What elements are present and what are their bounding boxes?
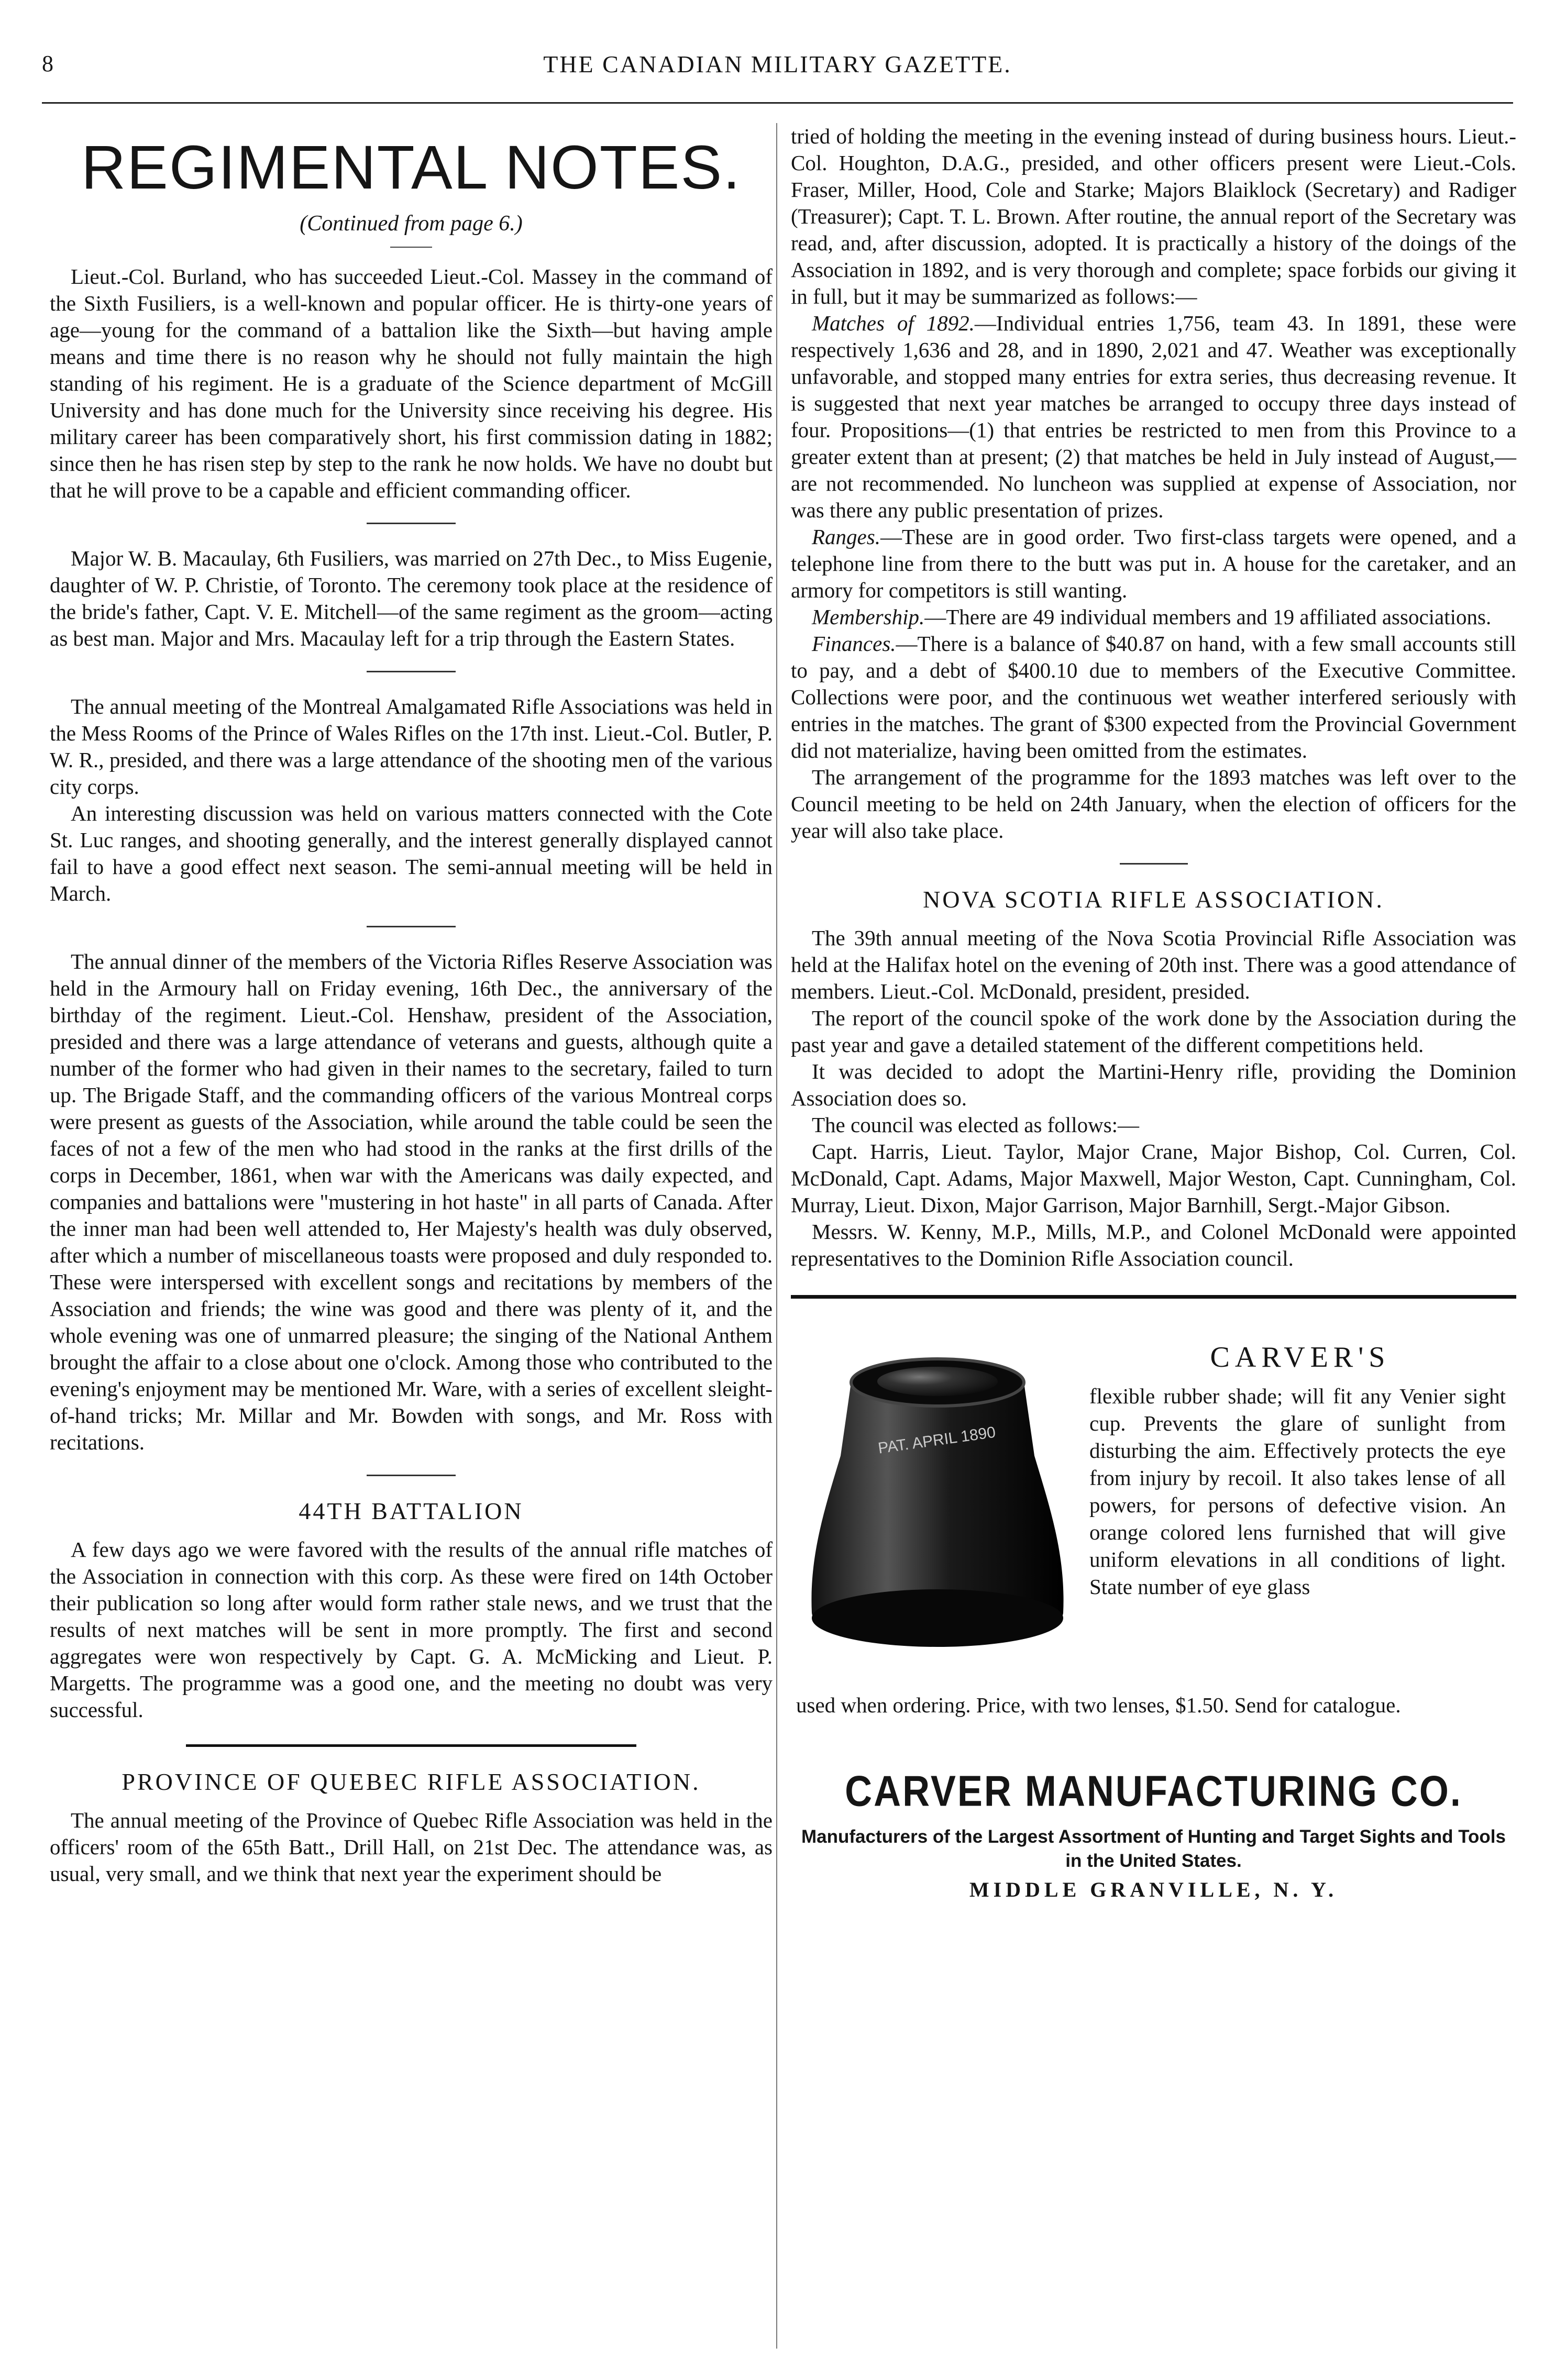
left-column — [50, 123, 773, 1887]
separator — [367, 671, 456, 672]
rubber-sight-shade-image — [804, 1335, 1071, 1670]
paragraph-montreal-meeting: The annual meeting of the Montreal Amalgamated Rifle Associations was held in the Mess Rooms of the Prince of Wales Rifles on the 17th inst. Lieut.-Col. Butler, P. W. R., presided, and there was a large attendance of the shooting men of the various city corps. — [50, 694, 773, 799]
advertisement-description: flexible rubber shade; will fit any Venier sight cup. Prevents the glare of sunlight from disturbing the aim. Effectively protects the eye from injury by recoil. It also takes lense of all powers, for persons of defective vision. An orange colored lens furnished that will give uniform elevations in all conditions of light. State number of eye glass — [1089, 1384, 1506, 1599]
paragraph-victoria-rifles: The annual dinner of the members of the Victoria Rifles Reserve Association was held in the Armoury hall on Friday evening, 16th Dec., the anniversary of the birthday of the regiment. Lieut.-Col. Henshaw, president of the Association, presided and there was a large attendance of veterans and guests, although quite a number of the former who had given in their names to the secretary, failed to turn up. The Brigade Staff, and the commanding officers of the various Montreal corps were present as guests of the Association, while around the table could be seen the faces of not a few of the men who had stood in the ranks at the first drills of the corps in December, 1861, when war with the Americans was daily expected, and companies and battalions were "mustering in hot haste" in all parts of Canada. After the inner man had been well attended to, Her Majesty's health was duly observed, after which a number of miscellaneous toasts were proposed and duly responded to. These were interspersed with excellent songs and recitations by members of the Association and friends; the wine was good and there was plenty of it, and the whole evening was one of unmarred pleasure; the singing of the National Anthem brought the affair to a close about one o'clock. Among those who contributed to the evening's enjoyment may be mentioned Mr. Ware, with a series of excellent sleight-of-hand tricks; Mr. Millar and Mr. Bowden with songs, and Mr. Ross with recitations. — [50, 949, 773, 1454]
nova-scotia-heading: NOVA SCOTIA RIFLE ASSOCIATION. — [923, 886, 1384, 913]
battalion-heading: 44TH BATTALION — [299, 1498, 524, 1524]
advertisement-price: used when ordering. Price, with two lenses, $1.50. Send for catalogue. — [796, 1693, 1401, 1717]
header-rule — [42, 102, 1513, 104]
continued-note: (Continued from page 6.) — [300, 212, 523, 236]
page-number: 8 — [42, 51, 53, 76]
company-location: MIDDLE GRANVILLE, N. Y. — [969, 1878, 1338, 1901]
paragraph-nova-2: The report of the council spoke of the work done by the Association during the past year and gave a detailed statement of the different competitions held. — [791, 1006, 1516, 1057]
regimental-notes-title: REGIMENTAL NOTES. — [81, 133, 742, 202]
ranges-label: Ranges. — [812, 525, 880, 549]
paragraph-nova-representatives: Messrs. W. Kenny, M.P., Mills, M.P., and Colonel McDonald were appointed representatives to the Dominion Rifle Association council. — [791, 1220, 1516, 1270]
paragraph-nova-3: It was decided to adopt the Martini-Henry rifle, providing the Dominion Association does so. — [791, 1059, 1516, 1110]
paragraph-arrangement: The arrangement of the programme for the 1893 matches was left over to the Council meeting to be held on 24th January, when the election of officers for the year will also take place. — [791, 765, 1516, 843]
separator — [367, 1475, 456, 1476]
paragraph-quebec-meeting: The annual meeting of the Province of Quebec Rifle Association was held in the officers' room of the 65th Batt., Drill Hall, on 21st Dec. The attendance was, as usual, very small, and we think that next year the experiment should be — [50, 1808, 773, 1886]
paragraph-finances — [791, 630, 1516, 764]
matches-text: —Individual entries 1,756, team 43. In 1891, these were respectively 1,636 and 28, and in 1890, 2,021 and 47. Weather was exceptionally unfavorable, and stopped many entries for extra series, thus decreasing revenue. It is suggested that next year matches be arranged to occupy three days instead of four. Propositions—(1) that entries be restricted to men from this Province to a greater extent than at present; (2) that matches be held in July instead of August,—are not recommended. No luncheon was supplied at expense of Association, nor was there any public presentation of prizes. — [791, 311, 1516, 522]
separator — [367, 523, 456, 524]
right-column — [791, 123, 1516, 1979]
paragraph-membership — [791, 604, 1516, 630]
small-divider — [390, 247, 432, 248]
membership-label: Membership. — [812, 605, 925, 629]
ranges-text: —These are in good order. Two first-class targets were opened, and a telephone line from there to the butt was put in. A house for the caretaker, and an armory for competitors is still wanting. — [791, 525, 1516, 602]
advertisement-rule — [791, 1295, 1516, 1299]
paragraph-nova-council: Capt. Harris, Lieut. Taylor, Major Crane, Major Bishop, Col. Curren, Col. McDonald, Capt. Adams, Major Maxwell, Major Weston, Capt. Cunningham, Col. Murray, Lieut. Dixon, Major Garrison, Major Barnhill, Sergt.-Major Gibson. — [791, 1139, 1516, 1217]
section-rule — [186, 1744, 636, 1747]
column-divider — [776, 123, 777, 2349]
paragraph-nova-1: The 39th annual meeting of the Nova Scotia Provincial Rifle Association was held at the Halifax hotel on the evening of 20th inst. There was a good attendance of members. Lieut.-Col. McDonald, president, presided. — [791, 926, 1516, 1003]
separator — [1120, 863, 1188, 865]
paragraph-cote-st-luc: An interesting discussion was held on various matters connected with the Cote St. Luc ranges, and shooting generally, and the interest generally displayed cannot fail to have a good effect next season. The semi-annual meeting will be held in March. — [50, 801, 773, 905]
paragraph-burland: Lieut.-Col. Burland, who has succeeded Lieut.-Col. Massey in the command of the Sixth Fusiliers, is a well-known and popular officer. He is thirty-one years of age—young for the command of a battalion like the Sixth—but having ample means and time there is no reason why he should not fully maintain the high standing of his regiment. He is a graduate of the Science department of McGill University and has done much for the University since receiving his degree. His military career has been comparatively short, his first commission dating in 1882; since then he has risen step by step to the rank he now holds. We have no doubt but that he will prove to be a capable and efficient commanding officer. — [50, 264, 773, 502]
paragraph-ranges — [791, 524, 1516, 604]
paragraph-quebec-continued: tried of holding the meeting in the evening instead of during business hours. Lieut.-Col. Houghton, D.A.G., presided, and other officers present were Lieut.-Cols. Fraser, Miller, Hood, Cole and Starke; Majors Blaiklock (Secretary) and Radiger (Treasurer); Capt. T. L. Brown. After routine, the annual report of the Secretary was read, and, after discussion, adopted. It is practically a history of the doings of the Association in 1892, and is very thorough and complete; space forbids our giving it in full, but it may be summarized as follows:— — [791, 124, 1516, 308]
paragraph-nova-4: The council was elected as follows:— — [812, 1113, 1140, 1137]
carvers-title: CARVER'S — [1210, 1341, 1391, 1374]
finances-label: Finances. — [812, 632, 896, 656]
paragraph-matches — [791, 310, 1516, 524]
company-name: CARVER MANUFACTURING CO. — [845, 1767, 1462, 1816]
membership-text: —There are 49 individual members and 19 affiliated associations. — [924, 605, 1492, 629]
paragraph-macaulay: Major W. B. Macaulay, 6th Fusiliers, was married on 27th Dec., to Miss Eugenie, daughter of W. P. Christie, of Toronto. The ceremony took place at the residence of the bride's father, Capt. V. E. Mitchell—of the same regiment as the groom—acting as best man. Major and Mrs. Macaulay left for a trip through the Eastern States. — [50, 546, 773, 650]
separator — [367, 926, 456, 927]
paragraph-44th-battalion: A few days ago we were favored with the results of the annual rifle matches of the Association in connection with this corp. As these were fired on 14th October their publication so long after would form rather stale news, and we trust that the results of next matches will be sent in more promptly. The first and second aggregates were won respectively by Capt. G. A. McMicking and Lieut. P. Margetts. The programme was a good one, and the meeting no doubt was very successful. — [50, 1537, 773, 1722]
carver-advertisement — [791, 1325, 1516, 1979]
newspaper-title: THE CANADIAN MILITARY GAZETTE. — [543, 51, 1012, 78]
page-header — [42, 50, 1513, 87]
company-description: Manufacturers of the Largest Assortment of Hunting and Target Sights and Tools in the United States. — [801, 1826, 1506, 1871]
product-marking: PAT. APRIL 1890 — [877, 1423, 997, 1457]
matches-label: Matches of 1892. — [812, 311, 975, 335]
quebec-heading: PROVINCE OF QUEBEC RIFLE ASSOCIATION. — [122, 1768, 701, 1795]
finances-text: —There is a balance of $40.87 on hand, with a few small accounts still to pay, and a debt of $400.10 due to members of the Executive Committee. Collections were poor, and the continuous wet weather interfered seriously with entries in the matches. The grant of $300 expected from the Provincial Government did not materialize, having been omitted from the estimates. — [791, 632, 1516, 762]
